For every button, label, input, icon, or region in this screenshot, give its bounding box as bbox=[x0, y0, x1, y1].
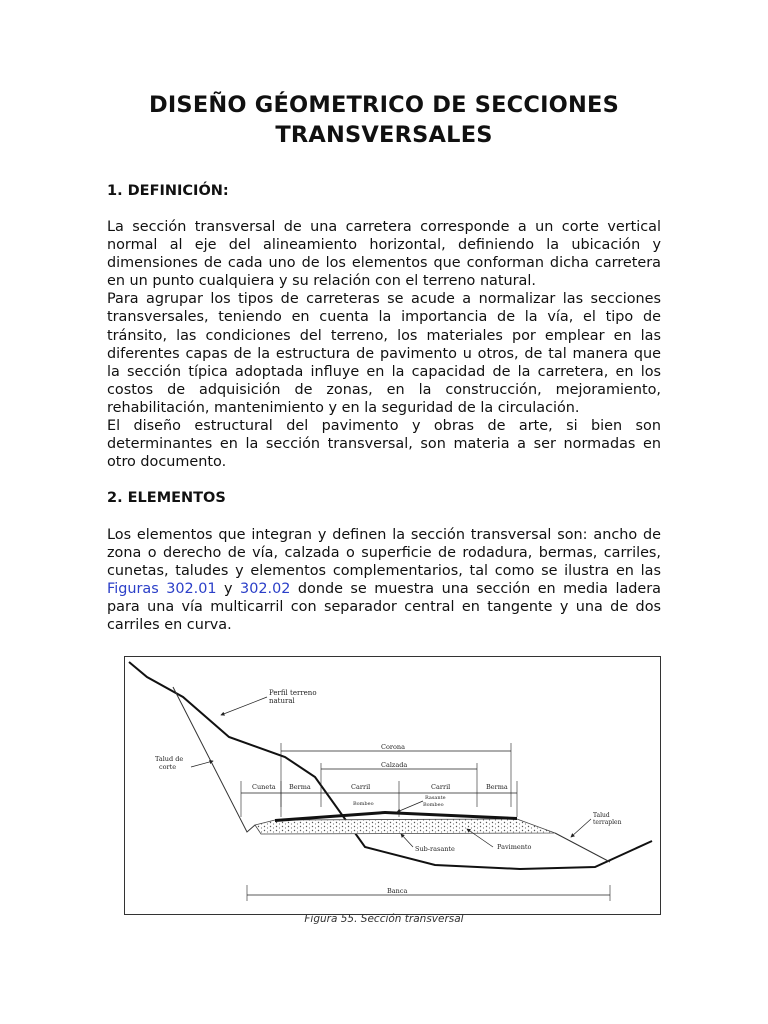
label-pavimento: Pavimento bbox=[497, 843, 532, 851]
paragraph-agrupar: Para agrupar los tipos de carreteras se acude a normalizar las secciones transversales, teniendo en cuenta la importancia de la vía, el tipo de tránsito, las condiciones del terreno, los materiales por emplear en las diferentes capas de la estructura de pavimento u otros, de tal manera que la sección típica adoptada influye en la capacidad de la carretera, en los costos de adquisición de zonas, en la construcción, mejoramiento, rehabilitación, mantenimiento y en la seguridad de la circulación. bbox=[107, 291, 661, 416]
figure-caption: Figura 55. Sección transversal bbox=[304, 913, 464, 925]
label-cuneta: Cuneta bbox=[252, 783, 276, 791]
title-line-1: DISEÑO GÉOMETRICO DE SECCIONES bbox=[148, 92, 620, 118]
rasante-leader bbox=[397, 801, 423, 812]
label-sub-rasante: Sub-rasante bbox=[415, 845, 455, 853]
label-berma-left: Berma bbox=[289, 783, 311, 791]
label-calzada: Calzada bbox=[381, 761, 408, 769]
cross-section-figure bbox=[124, 656, 661, 915]
label-talud-terraplen-line-2: terraplen bbox=[593, 819, 622, 826]
elementos-text-1: Los elementos que integran y definen la sección transversal son: ancho de zona o derecho de vía, calzada o superficie de rodadura, bermas, carriles, cunetas, taludes y elementos complementarios, tal como se ilustra en las bbox=[107, 527, 661, 580]
section-1-body bbox=[107, 218, 661, 471]
talud-terraplen-leader bbox=[571, 819, 591, 837]
talud-corte-leader bbox=[191, 761, 213, 767]
paragraph-elementos bbox=[107, 526, 661, 635]
cut-slope-line bbox=[173, 687, 255, 832]
label-perfil-line-2: natural bbox=[269, 697, 295, 705]
label-talud-corte-line-1: Talud de bbox=[155, 755, 184, 763]
sub-rasante-leader bbox=[401, 834, 413, 847]
perfil-leader bbox=[221, 697, 267, 715]
label-talud-terraplen-line-1: Talud bbox=[593, 812, 610, 819]
fill-slope-line bbox=[555, 833, 610, 862]
label-talud-corte-line-2: corte bbox=[159, 763, 177, 771]
section-2-body bbox=[107, 526, 661, 635]
page-title bbox=[0, 90, 768, 150]
label-bombeo-left: Bombeo bbox=[353, 801, 374, 807]
elementos-text-3: donde se muestra una sección en media ladera para una vía multicarril con separador central en tangente y una de dos carriles en curva. bbox=[107, 581, 662, 634]
label-rasante: Rasante bbox=[425, 795, 446, 801]
label-bombeo-right: Bombeo bbox=[423, 802, 444, 808]
figura-302-02-link[interactable]: 302.02 bbox=[240, 581, 291, 598]
subgrade-layer bbox=[255, 819, 555, 834]
elementos-text-2: y bbox=[216, 581, 241, 598]
label-banca: Banca bbox=[387, 887, 408, 895]
label-berma-right: Berma bbox=[486, 783, 508, 791]
section-1-heading: 1. DEFINICIÓN: bbox=[107, 183, 229, 199]
title-line-2: TRANSVERSALES bbox=[275, 122, 493, 148]
cross-section-diagram bbox=[125, 657, 660, 914]
label-carril-right: Carril bbox=[431, 783, 451, 791]
label-corona: Corona bbox=[381, 743, 405, 751]
label-perfil-line-1: Perfil terreno bbox=[269, 689, 317, 697]
paragraph-diseno-estructural: El diseño estructural del pavimento y obras de arte, si bien son determinantes en la sección transversal, son materia a ser normadas en otro documento. bbox=[107, 418, 661, 471]
section-2-heading: 2. ELEMENTOS bbox=[107, 490, 226, 506]
figuras-302-01-link[interactable]: Figuras 302.01 bbox=[107, 581, 217, 598]
label-carril-left: Carril bbox=[351, 783, 371, 791]
paragraph-definicion: La sección transversal de una carretera corresponde a un corte vertical normal al eje del alineamiento horizontal, definiendo la ubicación y dimensiones de cada uno de los elementos que conforman dicha carretera en un punto cualquiera y su relación con el terreno natural. bbox=[107, 219, 661, 290]
